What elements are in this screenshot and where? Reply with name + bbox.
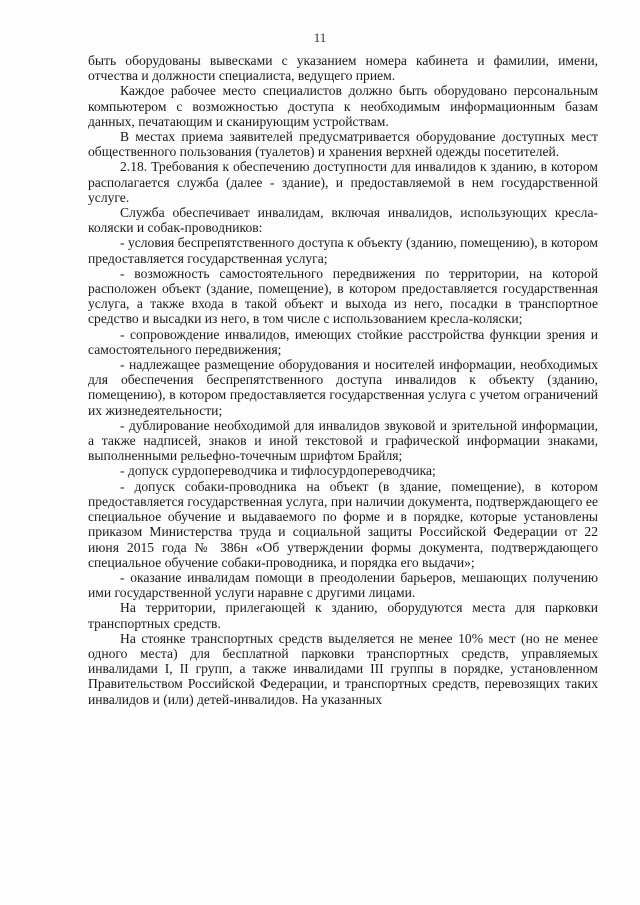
list-item-4: - надлежащее размещение оборудования и носителей информации, необходимых для обеспечения беспрепятственного доступа инвалидов к объекту (зданию, помещению), в котором предоставляется государственная услуга с учетом ограничений их жизнедеятельности; — [88, 357, 598, 418]
list-item-1: - условия беспрепятственного доступа к объекту (зданию, помещению), в котором предоставляется государственная услуга; — [88, 235, 598, 266]
list-item-8: - оказание инвалидам помощи в преодолении барьеров, мешающих получению ими государственной услуги наравне с другими лицами. — [88, 569, 598, 601]
list-item-7: - допуск собаки-проводника на объект (в здание, помещение), в котором предоставляется государственная услуга, при наличии документа, подтверждающего ее специальное обучение и выдаваемого по форме и в порядке, которые установлены приказом Министерства труда и социальной защиты Российской Федерации от 22 июня 2015 года № 386н «Об утверждении формы документа, подтверждающего специальное обучение собаки-проводника, и порядка его выдачи»; — [88, 478, 598, 570]
paragraph-parking-1: На территории, прилегающей к зданию, оборудуются места для парковки транспортных средств. — [88, 600, 598, 631]
page-number: 11 — [313, 30, 327, 45]
paragraph-parking-2: На стоянке транспортных средств выделяется не менее 10% мест (но не менее одного места) для бесплатной парковки транспортных средств, управляемых инвалидами I, II групп, а также инвалидами III группы в порядке, установленном Правительством Российской Федерации, и транспортных средств, перевозящих таких инвалидов и (или) детей-инвалидов. На указанных — [88, 630, 598, 707]
paragraph-3: В местах приема заявителей предусматривается оборудование доступных мест общественного пользования (туалетов) и хранения верхней одежды посетителей. — [88, 129, 598, 160]
paragraph-1: быть оборудованы вывесками с указанием номера кабинета и фамилии, имени, отчества и должности специалиста, ведущего прием. — [88, 53, 598, 84]
paragraph-4-section-2-18: 2.18. Требования к обеспечению доступности для инвалидов к зданию, в котором располагается служба (далее - здание), и предоставляемой в нем государственной услуге. — [88, 159, 598, 205]
list-item-5: - дублирование необходимой для инвалидов звуковой и зрительной информации, а также надписей, знаков и иной текстовой и графической информации знаками, выполненными рельефно-точечным шрифтом Брайля; — [88, 417, 598, 464]
document-body — [88, 53, 598, 707]
list-item-3: - сопровождение инвалидов, имеющих стойкие расстройства функции зрения и самостоятельного передвижения; — [88, 326, 598, 357]
list-item-2: - возможность самостоятельного передвижения по территории, на которой расположен объект (здание, помещение), в котором предоставляется государственная услуга, а также входа в такой объект и выхода из него, посадки в транспортное средство и высадки из него, в том числе с использованием кресла-коляски; — [88, 265, 598, 327]
list-item-6: - допуск сурдопереводчика и тифлосурдопереводчика; — [120, 463, 436, 479]
paragraph-2: Каждое рабочее место специалистов должно быть оборудовано персональным компьютером с возможностью доступа к необходимым информационным базам данных, печатающим и сканирующим устройствам. — [88, 83, 598, 129]
paragraph-5: Служба обеспечивает инвалидам, включая инвалидов, использующих кресла-коляски и собак-проводников: — [88, 205, 598, 236]
